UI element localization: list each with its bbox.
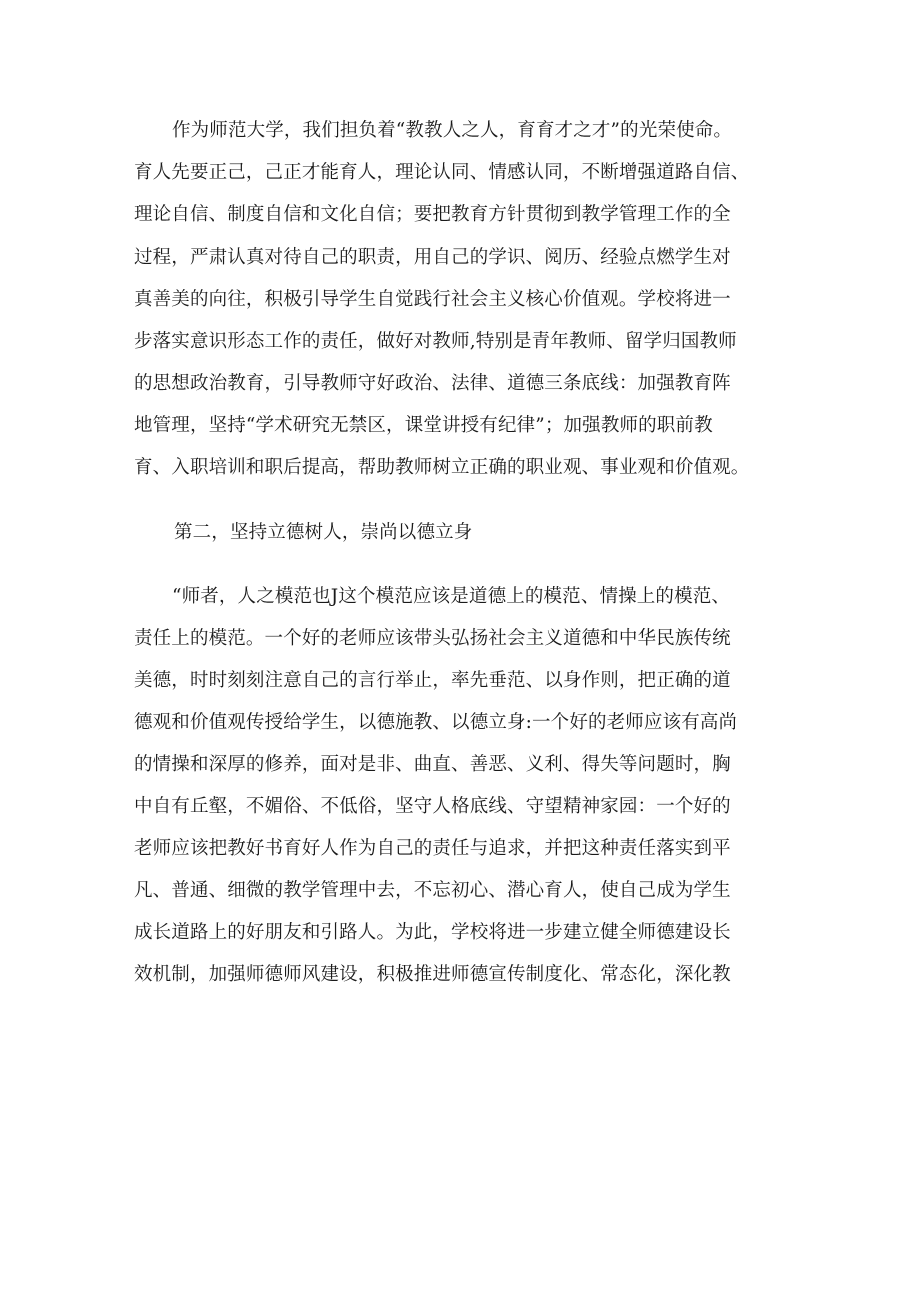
- section-heading: 第二，坚持立德树人，崇尚以德立身: [174, 522, 473, 543]
- paragraph-1-line-3: 理论自信、制度自信和文化自信；要把教育方针贯彻到教学管理工作的全: [134, 204, 731, 225]
- paragraph-1-line-9: 育、入职培训和职后提高，帮助教师树立正确的职业观、事业观和价值观。: [134, 457, 750, 478]
- paragraph-1-line-7: 的思想政治教育，引导教师守好政治、法律、道德三条底线：加强教育阵: [134, 373, 731, 394]
- paragraph-2-line-3: 美德，时时刻刻注意自己的言行举止，率先垂范、以身作则，把正确的道: [134, 670, 731, 691]
- paragraph-2-line-7: 老师应该把教好书育好人作为自己的责任与追求，并把这种责任落实到平: [134, 838, 731, 859]
- paragraph-1-line-5: 真善美的向往，积极引导学生自觉践行社会主义核心价值观。学校将进一: [134, 289, 731, 310]
- paragraph-2-line-1: “师者，人之模范也J这个模范应该是道德上的模范、情操上的模范、: [172, 586, 731, 607]
- paragraph-2-line-6: 中自有丘壑，不媚俗、不低俗，坚守人格底线、守望精神家园：一个好的: [134, 796, 731, 817]
- paragraph-1-line-4: 过程，严肃认真对待自己的职责，用自己的学识、阅历、经验点燃学生对: [134, 247, 731, 268]
- paragraph-2-line-4: 德观和价值观传授给学生，以德施教、以德立身:一个好的老师应该有高尚: [134, 712, 738, 733]
- paragraph-1-line-1: 作为师范大学，我们担负着“教教人之人，育育才之才”的光荣使命。: [172, 120, 733, 141]
- paragraph-2-line-2: 责任上的模范。一个好的老师应该带头弘扬社会主义道德和中华民族传统: [134, 628, 731, 649]
- paragraph-2-line-5: 的情操和深厚的修养，面对是非、曲直、善恶、义利、得失等问题时，胸: [134, 754, 731, 775]
- paragraph-2-line-9: 成长道路上的好朋友和引路人。为此，学校将进一步建立健全师德建设长: [134, 922, 731, 943]
- paragraph-2-line-10: 效机制，加强师德师风建设，积极推进师德宣传制度化、常态化，深化教: [134, 964, 731, 985]
- paragraph-1-line-2: 育人先要正己，己正才能育人，理论认同、情感认同，不断增强道路自信、: [134, 162, 750, 183]
- paragraph-2-line-8: 凡、普通、细微的教学管理中去，不忘初心、潜心育人，使自己成为学生: [134, 880, 731, 901]
- paragraph-1-line-8: 地管理，坚持“学术研究无禁区，课堂讲授有纪律”；加强教师的职前教: [134, 415, 713, 436]
- paragraph-1-line-6: 步落实意识形态工作的责任，做好对教师,特别是青年教师、留学归国教师: [134, 331, 737, 352]
